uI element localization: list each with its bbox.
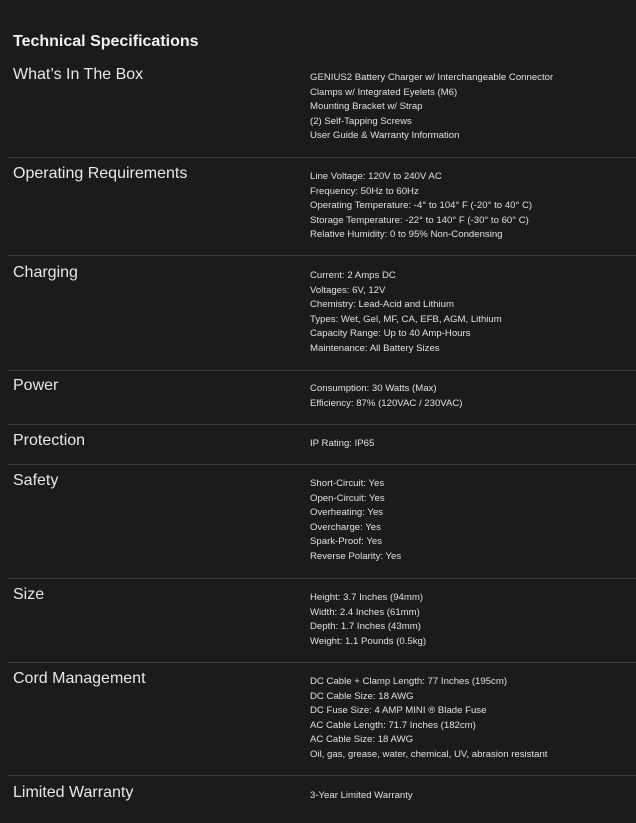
spec-values: [310, 269, 502, 357]
spec-value: Relative Humidity: 0 to 95% Non-Condensing: [310, 229, 503, 241]
spec-value: AC Cable Length: 71.7 Inches (182cm): [310, 719, 476, 731]
spec-value: Overheating: Yes: [310, 507, 384, 519]
spec-value: Current: 2 Amps DC: [310, 270, 396, 281]
spec-value: Voltages: 6V, 12V: [310, 284, 386, 296]
spec-value: Short-Circuit: Yes: [310, 478, 385, 489]
spec-values: [310, 675, 547, 763]
spec-value: Capacity Range: Up to 40 Amp-Hours: [310, 328, 471, 340]
spec-row-protection: [8, 424, 636, 449]
spec-value: DC Cable Size: 18 AWG: [310, 690, 414, 702]
spec-value: AC Cable Size: 18 AWG: [310, 734, 414, 746]
spec-label: Protection: [13, 432, 86, 449]
spec-label: Safety: [13, 472, 59, 489]
spec-value: Height: 3.7 Inches (94mm): [310, 592, 424, 603]
spec-value: 3-Year Limited Warranty: [310, 790, 413, 801]
spec-row-limited-warranty: [8, 775, 636, 801]
spec-value: Operating Temperature: -4° to 104° F (-20° to 40° C): [310, 200, 533, 212]
spec-value: Line Voltage: 120V to 240V AC: [310, 171, 442, 182]
spec-label: What’s In The Box: [13, 66, 144, 83]
spec-values: [310, 437, 374, 452]
spec-value: Mounting Bracket w/ Strap: [310, 101, 423, 113]
spec-row-charging: [8, 255, 636, 354]
spec-value: Frequency: 50Hz to 60Hz: [310, 185, 419, 197]
spec-value: Clamps w/ Integrated Eyelets (M6): [310, 86, 458, 98]
spec-label: Limited Warranty: [13, 784, 134, 801]
spec-value: Oil, gas, grease, water, chemical, UV, abrasion resistant: [310, 748, 548, 760]
spec-row-power: [8, 370, 636, 409]
spec-row-safety: [8, 464, 636, 562]
spec-values: [310, 170, 532, 243]
spec-value: GENIUS2 Battery Charger w/ Interchangeable Connector: [310, 72, 554, 83]
spec-value: DC Fuse Size: 4 AMP MINI ® Blade Fuse: [310, 705, 487, 717]
spec-row-operating-requirements: [8, 157, 636, 241]
spec-values: [310, 477, 401, 565]
spec-values: [310, 71, 553, 144]
spec-row-size: [8, 578, 636, 647]
spec-label: Power: [13, 377, 59, 394]
spec-label: Charging: [13, 264, 78, 281]
spec-label: Cord Management: [13, 670, 146, 687]
page-title: Technical Specifications: [13, 33, 199, 50]
spec-value: Storage Temperature: -22° to 140° F (-30° to 60° C): [310, 214, 529, 226]
spec-row-cord-management: [8, 662, 636, 760]
spec-value: IP Rating: IP65: [310, 438, 375, 449]
spec-label: Size: [13, 586, 45, 603]
spec-value: Consumption: 30 Watts (Max): [310, 383, 437, 394]
spec-label: Operating Requirements: [13, 165, 188, 182]
spec-value: DC Cable + Clamp Length: 77 Inches (195cm): [310, 676, 508, 687]
spec-value: Efficiency: 87% (120VAC / 230VAC): [310, 397, 463, 409]
spec-values: [310, 382, 463, 411]
spec-value: Width: 2.4 Inches (61mm): [310, 606, 420, 618]
spec-values: [310, 789, 413, 804]
spec-value: Depth: 1.7 Inches (43mm): [310, 621, 421, 633]
spec-value: (2) Self-Tapping Screws: [310, 115, 412, 127]
spec-value: Maintenance: All Battery Sizes: [310, 342, 440, 354]
spec-value: Spark-Proof: Yes: [310, 536, 382, 548]
spec-value: User Guide & Warranty Information: [310, 130, 460, 142]
spec-value: Open-Circuit: Yes: [310, 492, 385, 504]
spec-value: Reverse Polarity: Yes: [310, 550, 402, 562]
spec-value: Overcharge: Yes: [310, 521, 381, 533]
spec-value: Types: Wet, Gel, MF, CA, EFB, AGM, Lithium: [310, 313, 502, 325]
spec-value: Weight: 1.1 Pounds (0.5kg): [310, 635, 427, 647]
spec-values: [310, 591, 426, 649]
spec-value: Chemistry: Lead-Acid and Lithium: [310, 299, 454, 311]
